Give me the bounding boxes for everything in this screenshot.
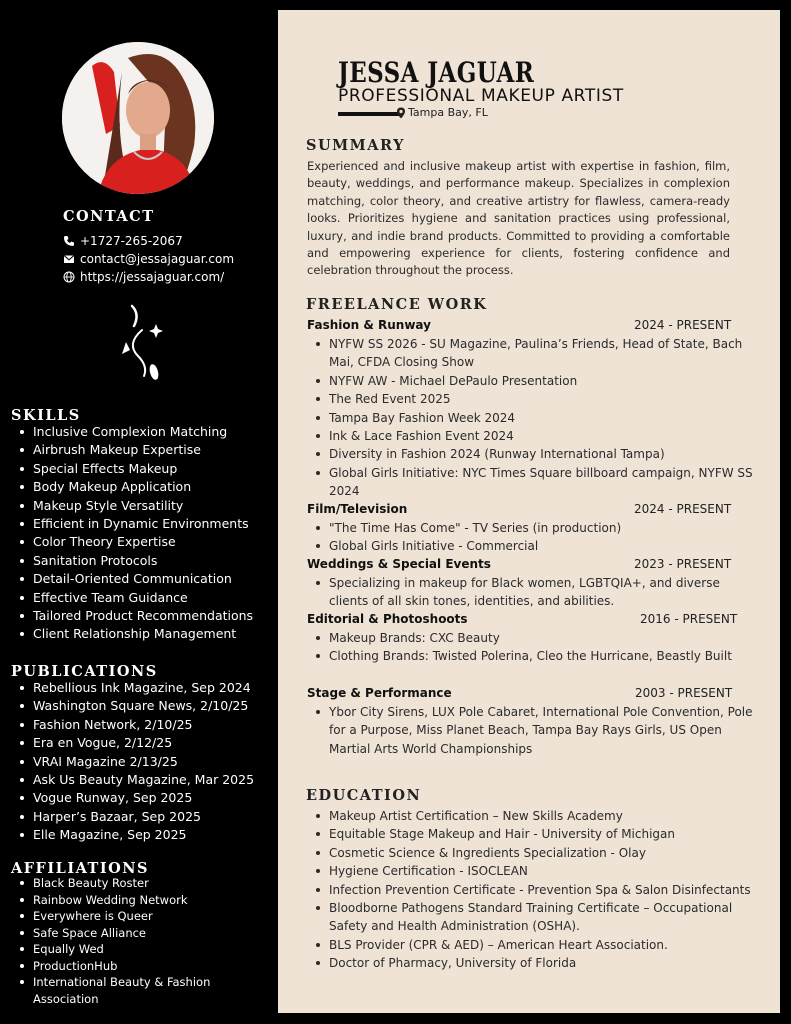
job-heading-editorial	[307, 612, 747, 626]
list-item: Global Girls Initiative: NYC Times Square billboard campaign, NYFW SS 2024	[329, 464, 759, 501]
list-item: Harper’s Bazaar, Sep 2025	[33, 808, 254, 826]
list-item: International Beauty & Fashion Association	[33, 974, 258, 1007]
list-item: Cosmetic Science & Ingredients Specialization - Olay	[329, 844, 759, 862]
list-item: BLS Provider (CPR & AED) – American Heart Association.	[329, 936, 759, 954]
list-item: Makeup Brands: CXC Beauty	[329, 629, 759, 647]
list-item: Special Effects Makeup	[33, 460, 253, 478]
list-item: Era en Vogue, 2/12/25	[33, 734, 254, 752]
list-item: Effective Team Guidance	[33, 589, 253, 607]
affiliations-list	[0, 875, 258, 1007]
brand-logo	[116, 304, 168, 384]
list-item: Vogue Runway, Sep 2025	[33, 789, 254, 807]
editorial-list	[307, 629, 759, 666]
list-item: Makeup Artist Certification – New Skills Academy	[329, 807, 759, 825]
list-item: Client Relationship Management	[33, 625, 253, 643]
publications-list	[0, 679, 254, 845]
list-item: Tailored Product Recommendations	[33, 607, 253, 625]
list-item: Color Theory Expertise	[33, 533, 253, 551]
list-item: Infection Prevention Certificate - Prevention Spa & Salon Disinfectants	[329, 881, 759, 899]
job-dates: 2024 - PRESENT	[634, 318, 732, 332]
main-content	[278, 10, 780, 1013]
stage-list	[307, 703, 759, 758]
list-item: NYFW SS 2026 - SU Magazine, Paulina’s Friends, Head of State, Bach Mai, CFDA Closing Show	[329, 335, 759, 372]
list-item: NYFW AW - Michael DePaulo Presentation	[329, 372, 759, 390]
location-pin-icon	[396, 107, 406, 119]
job-heading-stage	[307, 686, 747, 700]
job-title: Film/Television	[307, 502, 408, 516]
phone-icon	[63, 235, 75, 247]
list-item: Detail-Oriented Communication	[33, 570, 253, 588]
phone-number[interactable]: +1727-265-2067	[80, 234, 183, 248]
profile-photo	[62, 42, 214, 194]
list-item: Safe Space Alliance	[33, 925, 258, 942]
list-item: Ask Us Beauty Magazine, Mar 2025	[33, 771, 254, 789]
list-item: Elle Magazine, Sep 2025	[33, 826, 254, 844]
list-item: Diversity in Fashion 2024 (Runway International Tampa)	[329, 445, 759, 463]
skills-heading: SKILLS	[11, 407, 81, 424]
email-line[interactable]	[63, 252, 234, 266]
summary-text: Experienced and inclusive makeup artist with expertise in fashion, film, beauty, weddings, and performance makeup. Specializes in complexion matching, color theory, and creative artistry for flawless, camera-ready looks. Prioritizes hygiene and sanitation practices using professional, luxury, and indie brand products. Committed to providing a comfortable and empowering experience for clients, fostering confidence and celebration throughout the process.	[307, 159, 730, 278]
job-heading-fashion	[307, 318, 747, 332]
job-title: Editorial & Photoshoots	[307, 612, 468, 626]
education-list	[307, 807, 759, 973]
list-item: Everywhere is Queer	[33, 908, 258, 925]
list-item: Clothing Brands: Twisted Polerina, Cleo the Hurricane, Beastly Built	[329, 647, 759, 665]
globe-icon	[63, 271, 75, 283]
job-dates: 2016 - PRESENT	[640, 612, 738, 626]
list-item: Ybor City Sirens, LUX Pole Cabaret, International Pole Convention, Pole for a Purpose, Miss Planet Beach, Tampa Bay Rays Girls, US Open Martial Arts World Championships	[329, 703, 759, 758]
film-list	[307, 519, 759, 556]
list-item: Washington Square News, 2/10/25	[33, 697, 254, 715]
skills-list	[0, 423, 253, 644]
list-item: Sanitation Protocols	[33, 552, 253, 570]
weddings-list	[307, 574, 759, 611]
list-item: Efficient in Dynamic Environments	[33, 515, 253, 533]
list-item: Bloodborne Pathogens Standard Training Certificate – Occupational Safety and Health Administration (OSHA).	[329, 899, 759, 936]
list-item: Makeup Style Versatility	[33, 497, 253, 515]
list-item: "The Time Has Come" - TV Series (in production)	[329, 519, 759, 537]
contact-heading: CONTACT	[63, 208, 155, 225]
list-item: Tampa Bay Fashion Week 2024	[329, 409, 759, 427]
list-item: Rebellious Ink Magazine, Sep 2024	[33, 679, 254, 697]
fashion-list	[307, 335, 759, 501]
list-item: VRAI Magazine 2/13/25	[33, 753, 254, 771]
job-title: Fashion & Runway	[307, 318, 431, 332]
email-address[interactable]: contact@jessajaguar.com	[80, 252, 235, 266]
publications-heading: PUBLICATIONS	[11, 663, 158, 680]
education-heading: EDUCATION	[306, 787, 422, 804]
freelance-heading: FREELANCE WORK	[306, 296, 488, 313]
list-item: Global Girls Initiative - Commercial	[329, 537, 759, 555]
list-item: Rainbow Wedding Network	[33, 892, 258, 909]
list-item: Black Beauty Roster	[33, 875, 258, 892]
list-item: Inclusive Complexion Matching	[33, 423, 253, 441]
list-item: Body Makeup Application	[33, 478, 253, 496]
list-item: Equally Wed	[33, 941, 258, 958]
job-title: PROFESSIONAL MAKEUP ARTIST	[338, 86, 624, 106]
summary-heading: SUMMARY	[306, 137, 405, 154]
affiliations-heading: AFFILIATIONS	[11, 860, 149, 877]
mail-icon	[63, 253, 75, 265]
job-title: Stage & Performance	[307, 686, 452, 700]
job-heading-film	[307, 502, 747, 516]
job-dates: 2023 - PRESENT	[634, 557, 732, 571]
sidebar	[0, 0, 278, 1024]
list-item: Hygiene Certification - ISOCLEAN	[329, 862, 759, 880]
list-item: Ink & Lace Fashion Event 2024	[329, 427, 759, 445]
list-item: Fashion Network, 2/10/25	[33, 716, 254, 734]
website-url[interactable]: https://jessajaguar.com/	[80, 270, 225, 284]
location-text: Tampa Bay, FL	[408, 106, 488, 119]
page-title: JESSA JAGUAR	[338, 56, 535, 89]
list-item: ProductionHub	[33, 958, 258, 975]
list-item: Doctor of Pharmacy, University of Florida	[329, 954, 759, 972]
job-heading-weddings	[307, 557, 747, 571]
list-item: The Red Event 2025	[329, 390, 759, 408]
job-dates: 2024 - PRESENT	[634, 502, 732, 516]
title-underline	[338, 112, 400, 116]
list-item: Airbrush Makeup Expertise	[33, 441, 253, 459]
list-item: Specializing in makeup for Black women, LGBTQIA+, and diverse clients of all skin tones, identities, and abilities.	[329, 574, 759, 611]
job-title: Weddings & Special Events	[307, 557, 491, 571]
job-dates: 2003 - PRESENT	[635, 686, 733, 700]
website-line[interactable]	[63, 270, 224, 284]
phone-line[interactable]	[63, 234, 183, 248]
list-item: Equitable Stage Makeup and Hair - University of Michigan	[329, 825, 759, 843]
location	[396, 106, 488, 119]
